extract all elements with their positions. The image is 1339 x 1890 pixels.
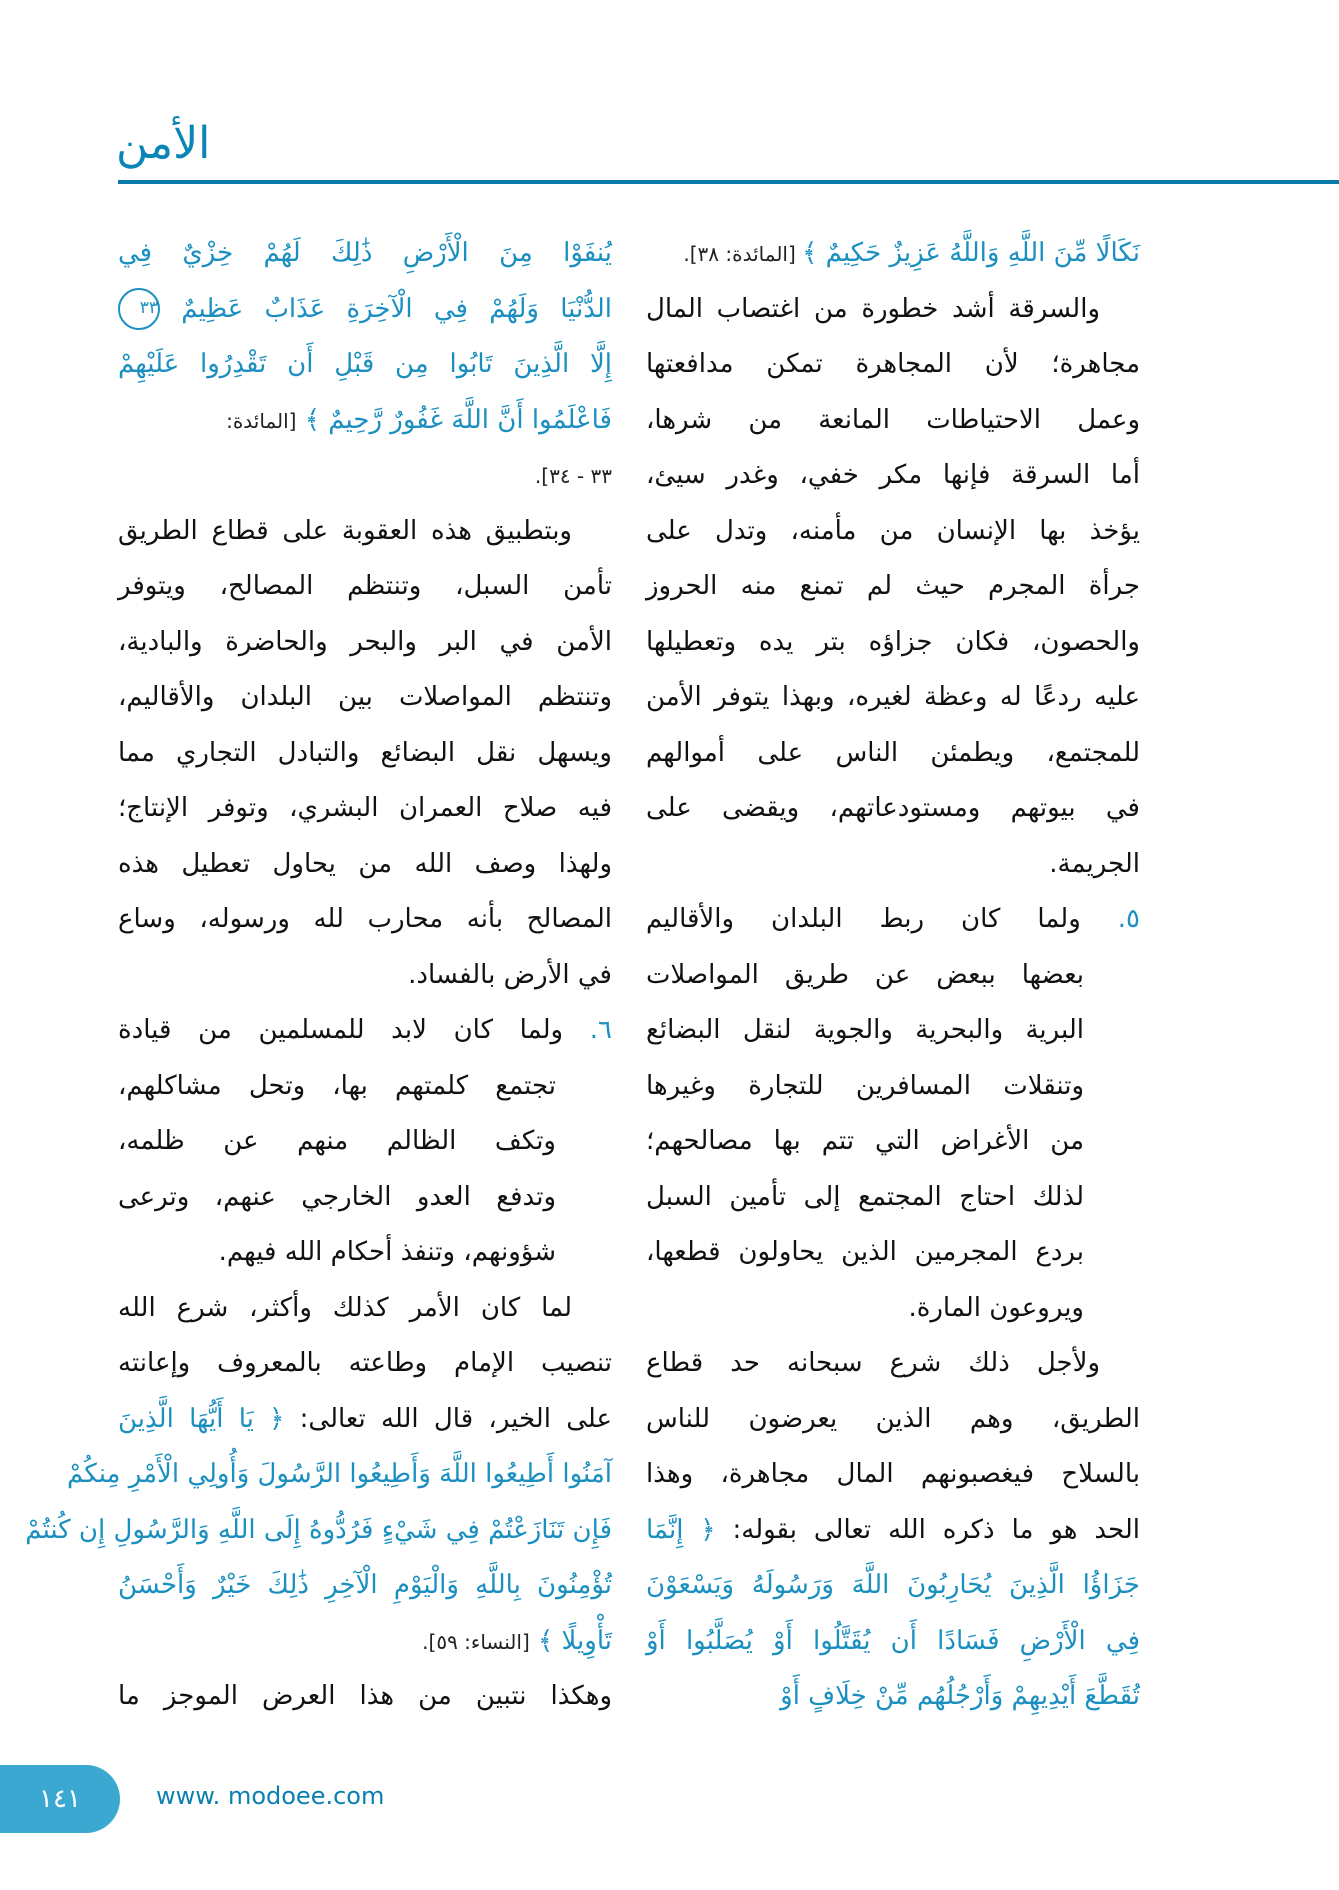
text-line (646, 670, 1140, 726)
text-line (118, 1114, 612, 1170)
quran-verse-text: تُؤْمِنُونَ بِاللَّهِ وَالْيَوْمِ الْآخِرِ ذَٰلِكَ خَيْرٌ وَأَحْسَنُ (118, 1570, 612, 1600)
text-line (118, 448, 612, 504)
text-line (646, 1558, 1140, 1614)
page-number: ١٤١ (39, 1784, 81, 1814)
body-text: وتكف الظالم منهم عن ظلمه، (118, 1126, 556, 1156)
body-text: جرأة المجرم حيث لم تمنع منه الحروز (646, 571, 1140, 601)
body-text: في الأرض بالفساد. (408, 959, 612, 990)
text-line (118, 337, 612, 393)
text-line (646, 781, 1140, 837)
text-line (118, 726, 612, 782)
text-line (118, 1170, 612, 1226)
text-line (118, 948, 612, 1004)
text-line (118, 781, 612, 837)
text-line (118, 1003, 612, 1059)
quran-verse-text: فَإِن تَنَازَعْتُمْ فِي شَيْءٍ فَرُدُّوهُ إِلَى اللَّهِ وَالرَّسُولِ إِن كُنتُمْ (25, 1514, 612, 1545)
text-line (646, 726, 1140, 782)
text-line (646, 282, 1140, 338)
body-text: والسرقة أشد خطورة من اغتصاب المال (646, 293, 1100, 324)
page-number-badge (0, 1765, 120, 1833)
text-line (646, 1669, 1140, 1725)
quran-verse-text: نَكَالًا مِّنَ اللَّهِ وَاللَّهُ عَزِيزٌ حَكِيمٌ ﴾ (802, 238, 1140, 268)
body-text: بردع المجرمين الذين يحاولون قطعها، (646, 1237, 1084, 1267)
body-text: في بيوتهم ومستودعاتهم، ويقضى على (646, 793, 1140, 823)
verse-reference: ٣٣ - ٣٤]. (534, 464, 612, 488)
body-text: تجتمع كلمتهم بها، وتحل مشاكلهم، (118, 1070, 556, 1101)
body-text: وعمل الاحتياطات المانعة من شرها، (646, 404, 1140, 435)
text-line (118, 1558, 612, 1614)
text-line (646, 393, 1140, 449)
body-text: وتنتظم المواصلات بين البلدان والأقاليم، (118, 682, 612, 712)
body-text: لما كان الأمر كذلك وأكثر، شرع الله (118, 1292, 572, 1323)
body-text: الحد هو ما ذكره الله تعالى بقوله: (715, 1514, 1140, 1545)
text-line (118, 393, 612, 449)
body-text: ولهذا وصف الله من يحاول تعطيل هذه (118, 848, 612, 879)
text-line (118, 1669, 612, 1725)
text-line (646, 892, 1140, 948)
text-line (118, 1059, 612, 1115)
verse-reference: [المائدة: ٣٨]. (683, 242, 803, 266)
chapter-title: الأمن (116, 118, 211, 169)
body-text: والحصون، فكان جزاؤه بتر يده وتعطيلها (646, 626, 1140, 657)
quran-verse-text: تُقَطَّعَ أَيْدِيهِمْ وَأَرْجُلُهُم مِّنْ خِلَافٍ أَوْ (780, 1681, 1140, 1711)
quran-verse-text: ﴿ يَا أَيُّهَا الَّذِينَ (118, 1403, 285, 1434)
text-line (646, 1336, 1140, 1392)
quran-verse-text: يُنفَوْا مِنَ الْأَرْضِ ذَٰلِكَ لَهُمْ خِزْيٌ فِي (118, 238, 612, 268)
quran-verse-text: ﴿ إِنَّمَا (646, 1514, 716, 1545)
text-line (646, 837, 1140, 893)
body-text: للمجتمع، ويطمئن الناس على أموالهم (646, 737, 1140, 768)
body-text: بعضها ببعض عن طريق المواصلات (646, 959, 1084, 990)
body-text: ولأجل ذلك شرع سبحانه حد قطاع (646, 1348, 1100, 1378)
list-number: ٥. (1080, 904, 1141, 934)
body-text: وبتطبيق هذه العقوبة على قطاع الطريق (118, 515, 572, 546)
text-line (646, 1447, 1140, 1503)
text-line (118, 1392, 612, 1448)
text-line (646, 1170, 1140, 1226)
quran-verse-text: جَزَاؤُا الَّذِينَ يُحَارِبُونَ اللَّهَ وَرَسُولَهُ وَيَسْعَوْنَ (646, 1570, 1140, 1600)
text-line (646, 559, 1140, 615)
text-line (646, 948, 1140, 1004)
text-line (646, 448, 1140, 504)
header-divider (118, 180, 1339, 184)
list-number: ٦. (563, 1015, 612, 1045)
text-line (118, 282, 612, 338)
verse-reference: [النساء: ٥٩]. (422, 1629, 530, 1654)
body-text: فيه صلاح العمران البشري، وتوفر الإنتاج؛ (118, 793, 612, 823)
text-line (646, 1225, 1140, 1281)
text-line (646, 226, 1140, 282)
body-text: الجريمة. (1049, 848, 1140, 879)
text-line (67, 1447, 612, 1503)
body-text: على الخير، قال الله تعالى: (284, 1403, 612, 1434)
text-line (118, 837, 612, 893)
website-link[interactable]: www. modoee.com (156, 1782, 385, 1810)
body-text: وهكذا نتبين من هذا العرض الموجز ما (118, 1681, 612, 1711)
body-text: ولما كان ربط البلدان والأقاليم (646, 904, 1081, 934)
body-text: من الأغراض التي تتم بها مصالحهم؛ (646, 1126, 1084, 1156)
text-line (25, 1503, 612, 1559)
body-text: تأمن السبل، وتنتظم المصالح، ويتوفر (118, 571, 612, 601)
body-text: تنصيب الإمام وطاعته بالمعروف وإعانته (118, 1348, 612, 1378)
text-line (118, 1225, 612, 1281)
text-line (118, 504, 612, 560)
body-text: ويسهل نقل البضائع والتبادل التجاري مما (118, 737, 612, 768)
text-line (118, 1336, 612, 1392)
body-text: لذلك احتاج المجتمع إلى تأمين السبل (646, 1181, 1084, 1212)
quran-verse-text: الدُّنْيَا وَلَهُمْ فِي الْآخِرَةِ عَذَابٌ عَظِيمٌ (160, 293, 612, 324)
text-line (646, 1003, 1140, 1059)
body-text: مجاهرة؛ لأن المجاهرة تمكن مدافعتها (646, 349, 1140, 379)
text-line (646, 1392, 1140, 1448)
text-line (118, 1614, 612, 1670)
quran-verse-text: فِي الْأَرْضِ فَسَادًا أَن يُقَتَّلُوا أَوْ يُصَلَّبُوا أَوْ (646, 1625, 1140, 1656)
quran-verse-text: إِلَّا الَّذِينَ تَابُوا مِن قَبْلِ أَن تَقْدِرُوا عَلَيْهِمْ (118, 349, 612, 379)
text-line (646, 1114, 1140, 1170)
body-text: البرية والبحرية والجوية لنقل البضائع (646, 1015, 1084, 1045)
text-line (646, 1503, 1140, 1559)
text-line (646, 1059, 1140, 1115)
verse-reference: [المائدة: (226, 408, 297, 433)
body-text: الطريق، وهم الذين يعرضون للناس (646, 1403, 1140, 1434)
body-text: عليه ردعًا له وعظة لغيره، وبهذا يتوفر الأمن (646, 682, 1140, 712)
body-text: وتدفع العدو الخارجي عنهم، وترعى (118, 1181, 556, 1212)
body-text: يؤخذ بها الإنسان من مأمنه، وتدل على (646, 515, 1140, 546)
text-line (646, 615, 1140, 671)
quran-verse-text: آمَنُوا أَطِيعُوا اللَّهَ وَأَطِيعُوا الرَّسُولَ وَأُولِي الْأَمْرِ مِنكُمْ (67, 1459, 612, 1489)
text-line (118, 1281, 612, 1337)
body-text: بالسلاح فيغصبونهم المال مجاهرة، وهذا (646, 1459, 1140, 1489)
right-text-column (646, 226, 1140, 1725)
text-line (118, 226, 612, 282)
text-line (118, 615, 612, 671)
ayah-number-marker: ٣٣ (118, 288, 160, 330)
text-line (118, 559, 612, 615)
body-text: وتنقلات المسافرين للتجارة وغيرها (646, 1070, 1084, 1101)
body-text: أما السرقة فإنها مكر خفي، وغدر سيئ، (646, 460, 1140, 490)
left-text-column (25, 226, 612, 1725)
text-line (118, 670, 612, 726)
quran-verse-text: فَاعْلَمُوا أَنَّ اللَّهَ غَفُورٌ رَّحِيمٌ ﴾ (296, 404, 612, 435)
text-line (646, 1281, 1140, 1337)
text-line (646, 504, 1140, 560)
body-text: شؤونهم، وتنفذ أحكام الله فيهم. (218, 1237, 556, 1267)
body-text: المصالح بأنه محارب لله ورسوله، وساع (118, 904, 612, 934)
body-text: ويروعون المارة. (908, 1292, 1084, 1323)
text-line (646, 337, 1140, 393)
text-line (646, 1614, 1140, 1670)
body-text: ولما كان لابد للمسلمين من قيادة (118, 1015, 564, 1045)
quran-verse-text: تَأْوِيلًا ﴾ (529, 1625, 612, 1656)
body-text: الأمن في البر والبحر والحاضرة والبادية، (118, 626, 612, 657)
text-line (118, 892, 612, 948)
